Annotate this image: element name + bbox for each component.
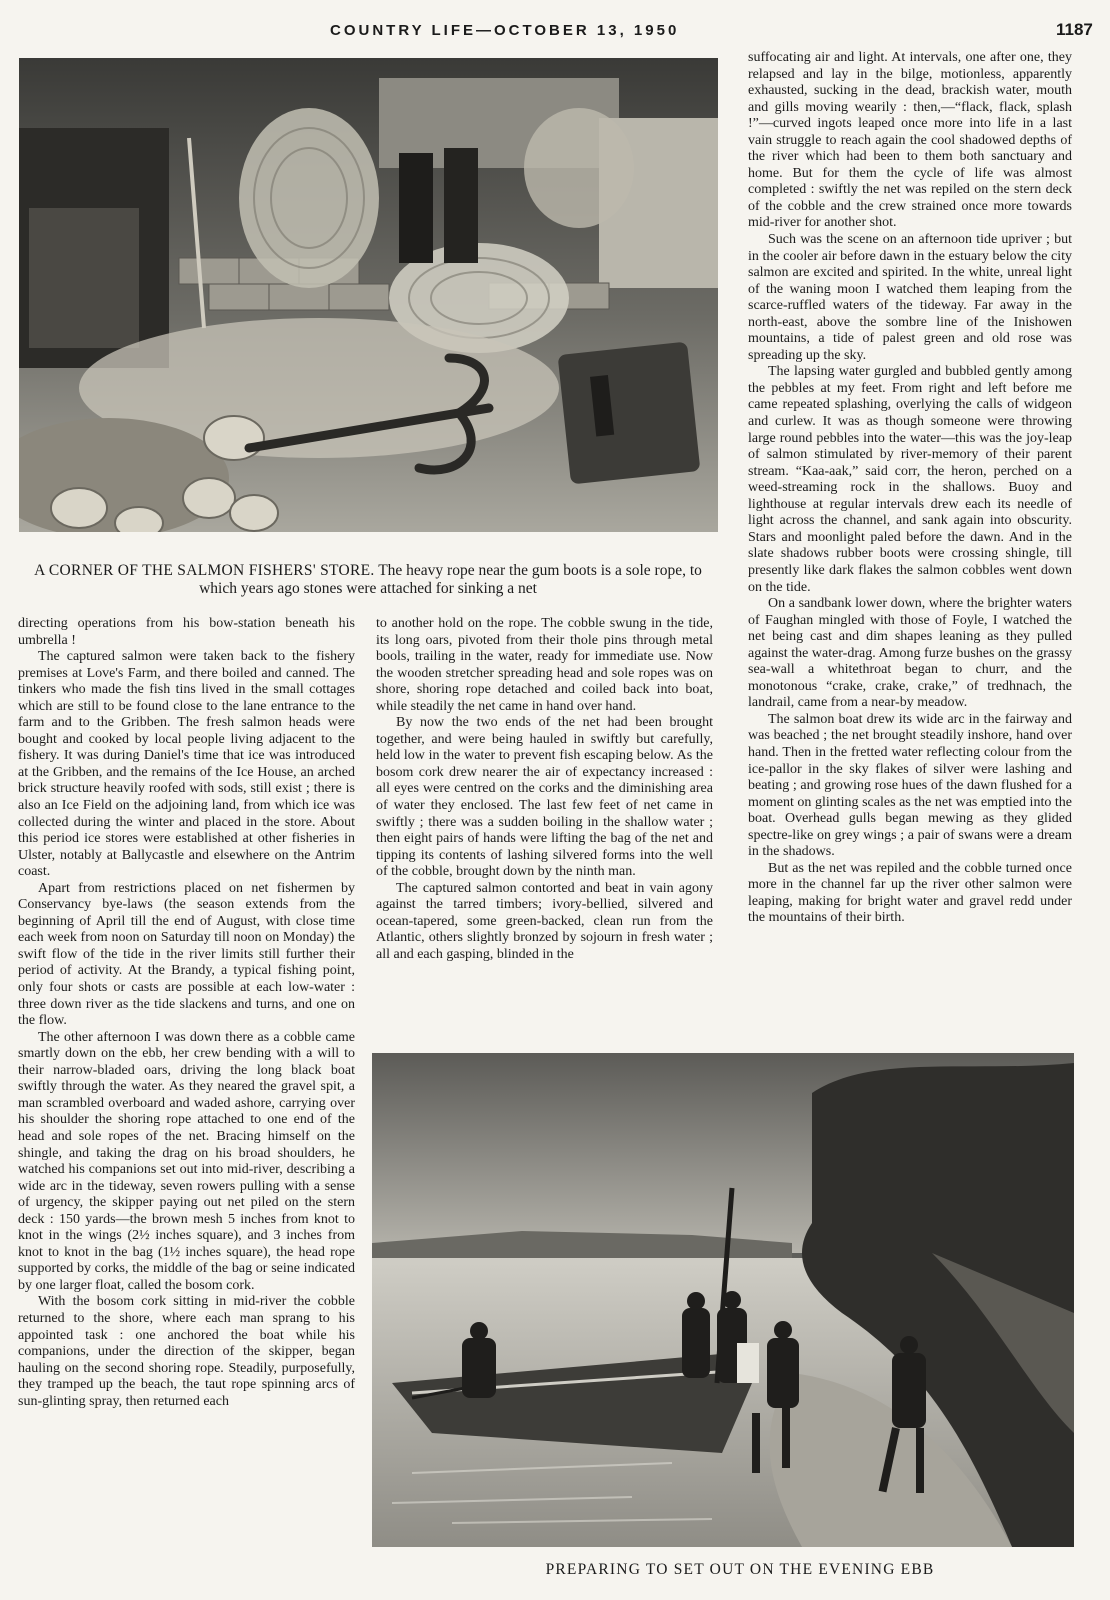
- paragraph: suffocating air and light. At intervals, one after one, they relapsed and lay in the bilge, motionless, apparently exhausted, sucking in the dead, brackish water, mouth and gills moving wearily : then,—“flack, flack, splash !”—curved ingots leaped once more into life in a last vain struggle to reach again the cool shadowed depths of the river which had been to them both sanctuary and home. But for them the cycle of life was almost completed : swiftly the net was repiled on the stern deck of the cobble and the crew strained once more towards mid-river for another shot.: [748, 50, 1072, 231]
- photo-caption-store: [18, 562, 718, 598]
- paragraph: The lapsing water gurgled and bubbled gently among the pebbles at my feet. From right and left before me came repeated splashing, overlying the calls of widgeon and curlew. It was as though someone were throwing large round pebbles into the water—this was the joy-leap of salmon stimulated by river-memory of their parent stream. “Kaa-aak,” said corr, the heron, perched on a weed-streaming rock in the shallows. Buoy and lighthouse at regular intervals drew each its needle of light across the channel, and sank again into obscurity. Stars and moonlight paled before the dawn. And in the slate shadows rubber boots were crossing shingle, till presently like dark flakes the salmon cobbles went down on the tide.: [748, 364, 1072, 595]
- caption-lead: A CORNER OF THE SALMON FISHERS' STORE.: [34, 562, 375, 579]
- paragraph: The captured salmon contorted and beat in vain agony against the tarred timbers; ivory-bellied, silvered and ocean-tapered, some green-backed, clean run from the Atlantic, others slightly bronzed by sojourn in fresh water ; all and each gasping, blinded in the: [376, 880, 713, 962]
- paragraph: Such was the scene on an afternoon tide upriver ; but in the cooler air before dawn in the estuary below the city salmon are excited and spirited. In the white, unreal light of the waning moon I watched them leaping from the scarce-ruffled waters of the tideway. Far away in the north-east, above the sombre line of the Inishowen mountains, a tide of palest green and old rose was spreading up the sky.: [748, 232, 1072, 363]
- photo-evening-ebb-image: [372, 1053, 1074, 1547]
- photo-caption-ebb: PREPARING TO SET OUT ON THE EVENING EBB: [545, 1561, 935, 1578]
- masthead: COUNTRY LIFE—OCTOBER 13, 1950: [330, 22, 680, 39]
- paragraph: By now the two ends of the net had been brought together, and were being hauled in swiftly but carefully, held low in the water to prevent fish escaping below. As the bosom cork drew nearer the air of expectancy increased : all eyes were centred on the corks and the diminishing area of water they enclosed. The last few feet of net came in swiftly ; there was a sudden boiling in the shallow water ; then eight pairs of hands were lifting the bag of the net and tipping its contents of lashing silvered forms into the well of the cobble, brought down by the ninth man.: [376, 715, 713, 880]
- article-column-middle: [376, 616, 713, 963]
- article-column-left: [18, 616, 355, 1410]
- caption-text: The heavy rope near the gum boots is a sole rope, to which years ago stones were attached for sinking a net: [199, 562, 702, 597]
- paragraph: With the bosom cork sitting in mid-river the cobble returned to the shore, where each man sprang to his appointed task : one anchored the boat while his companions, under the direction of the skipper, began hauling on the second shoring rope. Steadily, purposefully, they tramped up the beach, the taut rope spinning arcs of sun-glinting spray, then returned each: [18, 1294, 355, 1409]
- paragraph: The captured salmon were taken back to the fishery premises at Love's Farm, and there boiled and canned. The tinkers who made the fish tins lived in the small cottages which are still to be found close to the lane entrance to the farm and to the Gribben. The fresh salmon heads were bought and cooked by local people living adjacent to the fishery. It was during Daniel's time that ice was introduced at the Gribben, and the remains of the Ice House, an arched brick structure heavily roofed with sods, still exist ; there is also an Ice Field on the adjoining land, from which ice was collected during the winter and placed in the store. About this period ice stores were established at other fisheries in Ulster, notably at Ballycastle and elsewhere on the Antrim coast.: [18, 649, 355, 880]
- running-header: [0, 18, 1110, 48]
- paragraph: directing operations from his bow-station beneath his umbrella !: [18, 616, 355, 648]
- photo-fishers-store: [19, 58, 718, 532]
- paragraph: Apart from restrictions placed on net fishermen by Conservancy bye-laws (the season extends from the beginning of April till the end of August, with close time each week from noon on Saturday till noon on Monday) the swift flow of the tide in the river limits still further their period of activity. At the Brandy, a typical fishing point, only four shots or casts are possible at each low-water : three down river as the tide slackens and turns, and one on the flow.: [18, 880, 355, 1029]
- photo-evening-ebb: [372, 1053, 1074, 1547]
- paragraph: to another hold on the rope. The cobble swung in the tide, its long oars, pivoted from their thole pins through metal bools, trailing in the water, ready for immediate use. Now the wooden stretcher spreading head and sole ropes was on shore, shoring rope detached and coiled back into boat, while steadily the net came in hand over hand.: [376, 616, 713, 714]
- paragraph: The other afternoon I was down there as a cobble came smartly down on the ebb, her crew bending with a will to their narrow-bladed oars, driving the long black boat swiftly through the water. As they neared the gravel spit, a man scrambled overboard and waded ashore, carrying over his shoulder the shoring rope attached to one end of the head and sole ropes of the net. Bracing himself on the shingle, and taking the drag on his broad shoulders, he watched his companions set out into mid-river, describing a wide arc in the tideway, seven rowers pulling with a sense of urgency, the skipper paying out net piled on the stern deck : 150 yards—the brown mesh 5 inches from knot to knot in the wings (2½ inches square), and 3 inches from knot to knot in the bag (1½ inches square), the head rope supported by corks, the middle of the bag or seine indicated by one larger float, called the bosom cork.: [18, 1029, 355, 1293]
- page-number: 1187: [1056, 20, 1093, 39]
- paragraph: The salmon boat drew its wide arc in the fairway and was beached ; the net brought steadily inshore, hand over hand. Then in the fretted water reflecting colour from the ice-pallor in the sky flakes of silver were lashing and beating ; and growing rose hues of the dawn flushed for a moment on glinting scales as the net was emptied into the boat. Overhead gulls began mewing as they glided spectre-like on grey wings ; a pair of swans were a dream in the shadows.: [748, 711, 1072, 860]
- article-column-right: [748, 50, 1072, 927]
- paragraph: But as the net was repiled and the cobble turned once more in the channel far up the river other salmon were leaping, making for bright water and gravel redd under the mountains of their birth.: [748, 860, 1072, 926]
- photo-fishers-store-image: [19, 58, 718, 532]
- paragraph: On a sandbank lower down, where the brighter waters of Faughan mingled with those of Foyle, I watched the net being cast and dim shapes leaning as they pulled against the water-drag. Among furze bushes on the grassy sea-wall a whitethroat began to churr, and the monotonous “crake, crake, crake,” of tredhnach, the landrail, came from a near-by meadow.: [748, 596, 1072, 711]
